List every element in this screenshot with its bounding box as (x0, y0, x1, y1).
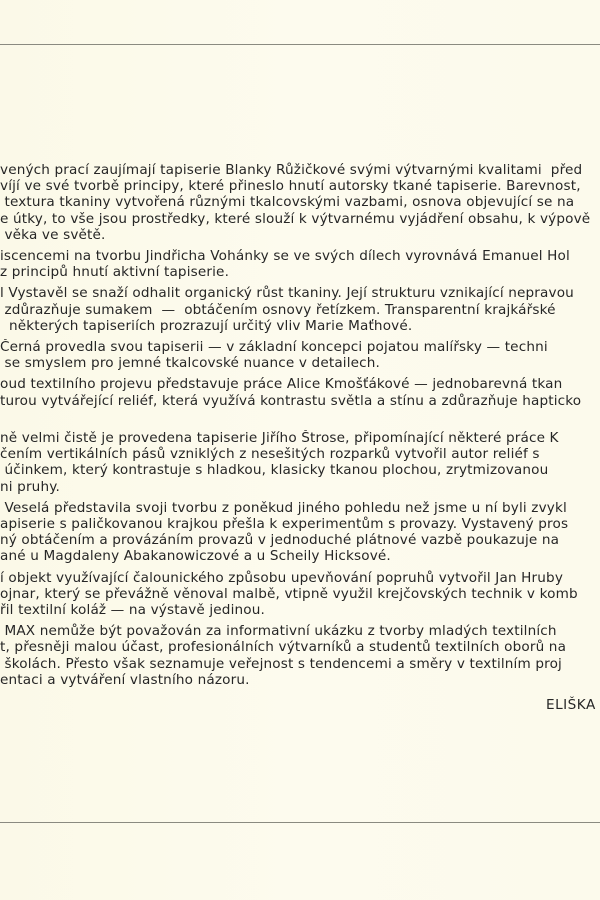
text-line: řil textilní koláž — na výstavě jedinou. (0, 602, 265, 619)
text-line: věka ve světě. (0, 226, 106, 243)
text-line (0, 409, 600, 425)
text-line: e útky, to vše jsou prostředky, které slouží k výtvarnému vyjádření obsahu, k výpově (0, 210, 591, 227)
text-line: účinkem, který kontrastuje s hladkou, klasicky tkanou plochou, zrytmizovanou (0, 462, 549, 479)
paragraph-cerna (0, 339, 600, 371)
text-line: oud textilního projevu představuje práce Alice Kmošťákové — jednobarevná tkan (0, 376, 563, 393)
text-line: MAX nemůže být považován za informativní ukázku z tvorby mladých textilních (0, 623, 557, 640)
text-line: entaci a vytváření vlastního názoru. (0, 671, 250, 688)
paragraph-vesela (0, 500, 600, 565)
paragraph-hol (0, 248, 600, 280)
text-line: školách. Přesto však seznamuje veřejnost s tendencemi a směry v textilním proj (0, 655, 562, 672)
text-line: ojnar, který se převážně věnoval malbě, vtipně využil krejčovských technik v komb (0, 585, 578, 602)
text-line: se smyslem pro jemné tkalcovské nuance v detailech. (0, 355, 381, 372)
paragraph-max-conclusion (0, 623, 600, 688)
text-line: ný obtáčením a provázáním provazů v jednoduché plátnové vazbě poukazuje na (0, 532, 560, 549)
bottom-rule-divider (0, 822, 600, 823)
text-line: některých tapiseriích prozrazují určitý vliv Marie Maťhové. (0, 317, 413, 334)
paragraph-stros (0, 430, 600, 495)
text-line: l Vystavěl se snaží odhalit organický růst tkaniny. Její strukturu vznikající nepravou (0, 285, 574, 302)
text-line: Veselá představila svoji tvorbu z poněkud jiného pohledu než jsme u ní byli zvykl (0, 499, 567, 516)
text-line: ně velmi čistě je provedena tapiserie Jiřího Štrose, připomínající některé práce K (0, 430, 559, 447)
text-line: zdůrazňuje sumakem — obtáčením osnovy řetízkem. Transparentní krajkářské (0, 301, 556, 318)
paragraph-ruzickova (0, 162, 600, 243)
text-line: Černá provedla svou tapiserii — v základní koncepci pojatou malířsky — techni (0, 339, 548, 356)
text-line: vených prací zaujímají tapiserie Blanky Růžičkové svými výtvarnými kvalitami před (0, 162, 583, 178)
text-line: t, přesněji malou účast, profesionálních výtvarníků a studentů textilních oborů na (0, 639, 567, 656)
paragraph-vystavel (0, 285, 600, 334)
top-rule-divider (0, 44, 600, 45)
text-line: í objekt využívající čalounického způsobu upevňování popruhů vytvořil Jan Hruby (0, 569, 564, 586)
text-line: apiserie s paličkovanou krajkou přešla k experimentům s provazy. Vystavený pros (0, 516, 569, 533)
author-signature: ELIŠKA (546, 697, 596, 713)
text-line: ané u Magdaleny Abakanowiczové a u Scheily Hicksové. (0, 548, 391, 565)
text-line: textura tkaniny vytvořená různými tkalcovskými vazbami, osnova objevující se na (0, 194, 575, 211)
paragraph-hruby (0, 570, 600, 619)
paragraph-kmostakova (0, 376, 600, 425)
text-line: čením vertikálních pásů vzniklých z nesešitých rozparků vytvořil autor reliéf s (0, 446, 540, 463)
text-line: ni pruhy. (0, 478, 60, 495)
text-line: turou vytvářející reliéf, která využívá kontrastu světla a stínu a zdůrazňuje hapticko (0, 392, 582, 409)
text-line: víjí ve své tvorbě principy, které přineslo hnutí autorsky tkané tapiserie. Barevnost, (0, 178, 581, 195)
article-body (0, 162, 600, 693)
text-line: z principů hnutí aktivní tapiserie. (0, 264, 230, 281)
text-line: iscencemi na tvorbu Jindřicha Vohánky se ve svých dílech vyrovnává Emanuel Hol (0, 248, 570, 265)
